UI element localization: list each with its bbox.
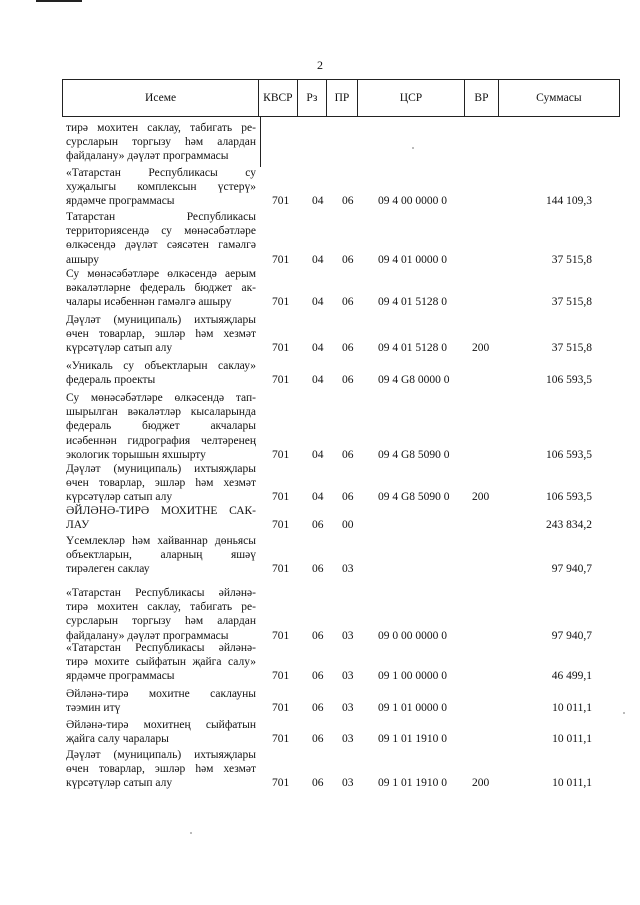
row-name-line: ярдәмче программасы [66,195,175,208]
row-name-line: территориясендә су мөнәсәбәтләре [66,225,256,238]
cell-kvsr: 701 [272,702,290,715]
header-rz: Рз [297,80,327,116]
table-row [62,586,620,643]
cell-pr: 06 [342,296,354,309]
cell-sum: 106 593,5 [546,448,592,461]
cell-rz: 06 [312,733,324,746]
row-name-line: сурсларын торгызу һәм алардан [66,615,256,628]
header-name: Исеме [145,92,177,104]
cell-sum: 97 940,7 [551,563,592,576]
cell-sum: 46 499,1 [551,670,592,683]
cell-csr: 09 4 G8 5090 0 [378,491,450,504]
row-name-line: тирә мохитен саклау, табигать ре- [66,122,256,134]
cell-csr: 09 1 01 0000 0 [378,702,447,715]
cell-csr: 09 1 01 1910 0 [378,777,447,790]
scan-speck [412,147,414,149]
row-name-line: ЛАУ [66,519,90,532]
cell-sum: 10 011,1 [552,702,592,715]
cell-kvsr: 701 [272,519,290,532]
row-name-line: тирәлеген саклау [66,563,150,576]
cell-rz: 04 [312,195,324,208]
scan-speck [190,832,192,834]
cell-rz: 04 [312,448,324,461]
cell-rz: 06 [312,670,324,683]
row-name-line: Үсемлекләр һәм хайваннар дөньясы [66,535,256,547]
row-name-line: Су мөнәсәбәтләре өлкәсендә тап- [66,392,256,404]
cell-sum: 97 940,7 [551,629,592,642]
row-name-line: өчен товарлар, эшләр һәм хезмәт [66,763,256,776]
row-name-line: күрсәтүләр сатып алу [66,342,173,355]
cell-sum: 144 109,3 [546,195,592,208]
table-row [62,313,620,356]
cell-pr: 06 [342,253,354,266]
cell-csr: 09 4 01 5128 0 [378,342,447,355]
row-name-line: шырылган вәкаләтләр кысаларында [66,406,256,419]
cell-pr: 03 [342,702,354,715]
table-row [62,166,620,209]
table-row [62,462,620,505]
cell-sum: 37 515,8 [551,296,592,309]
cell-kvsr: 701 [272,491,290,504]
row-name [66,210,256,267]
header-vr: ВР [464,80,498,116]
row-name [66,166,256,209]
cell-rz: 04 [312,253,324,266]
cell-pr: 06 [342,491,354,504]
row-name [66,687,256,715]
row-name [66,267,256,310]
cell-pr: 06 [342,195,354,208]
cell-pr: 03 [342,563,354,576]
row-name-line: тирә мохитен саклау, табигать ре- [66,601,256,614]
row-name-line: Татарстан Республикасы [66,211,256,223]
top-margin-line [36,0,82,2]
cell-sum: 106 593,5 [546,491,592,504]
table-row [62,267,620,310]
row-name-line: исәбеннән гидрография челтәренең [66,434,256,447]
cell-rz: 06 [312,629,324,642]
cell-kvsr: 701 [272,448,290,461]
cell-rz: 04 [312,374,324,387]
cell-rz: 06 [312,519,324,532]
row-name [66,534,256,577]
page-number: 2 [317,58,323,72]
table-row [62,210,620,267]
row-name-line: «Уникаль су объектларын саклау» [66,360,256,372]
cell-sum: 10 011,1 [552,777,592,790]
cell-pr: 03 [342,670,354,683]
row-name-line: чалары исәбеннән гамәлгә ашыру [66,296,232,309]
header-sum: Суммасы [498,80,619,116]
row-name [66,504,256,532]
row-name-line: «Татарстан Республикасы су [66,167,256,179]
row-name-line: экологик торышын яхшырту [66,448,206,461]
cell-pr: 00 [342,519,354,532]
table-row [62,687,620,715]
table-row [62,391,620,462]
row-name-line: Дәүләт (муниципаль) ихтыяҗлары [66,314,256,326]
header-csr: ЦСР [357,80,464,116]
header-pr: ПР [326,80,357,116]
row-name-line: тирә мохите сыйфатын җайга салу» [66,656,256,669]
cell-csr: 09 0 00 0000 0 [378,629,447,642]
cell-rz: 06 [312,777,324,790]
cell-kvsr: 701 [272,296,290,309]
row-name [66,313,256,356]
row-name [66,641,256,684]
row-name-line: Дәүләт (муниципаль) ихтыяҗлары [66,463,256,475]
row-name [66,586,256,643]
row-name [66,391,256,462]
header-kvsr: КВСР [258,80,296,116]
row-name-line: ашыру [66,253,100,266]
cell-csr: 09 4 01 0000 0 [378,253,447,266]
cell-rz: 06 [312,702,324,715]
cell-kvsr: 701 [272,563,290,576]
cell-kvsr: 701 [272,777,290,790]
cell-csr: 09 4 00 0000 0 [378,195,447,208]
row-name [66,462,256,505]
cell-vr: 200 [472,777,490,790]
table-row [62,718,620,746]
cell-csr: 09 4 01 5128 0 [378,296,447,309]
cell-sum: 10 011,1 [552,733,592,746]
table-row [62,504,620,532]
table-row [62,534,620,577]
table-row [62,359,620,387]
cell-sum: 37 515,8 [551,253,592,266]
row-name-line: Дәүләт (муниципаль) ихтыяҗлары [66,749,256,761]
cell-rz: 04 [312,491,324,504]
table-row [62,641,620,684]
table-header [62,79,620,117]
row-name-line: җайга салу чаралары [66,733,169,746]
row-name [66,748,256,791]
row-name-line: өлкәсендә дәүләт сәясәтен гамәлгә [66,239,256,252]
row-name-line: Әйләнә-тирә мохитнең сыйфатын [66,719,256,731]
cell-csr: 09 4 G8 5090 0 [378,448,450,461]
cell-pr: 03 [342,629,354,642]
cell-pr: 03 [342,777,354,790]
row-name-line: «Татарстан Республикасы әйләнә- [66,642,256,654]
row-name-line: файдалану» дәүләт программасы [66,150,229,163]
table-row [62,748,620,791]
cell-kvsr: 701 [272,733,290,746]
row-name-line: «Татарстан Республикасы әйләнә- [66,587,256,599]
row-name-line: ӘЙЛӘНӘ-ТИРӘ МОХИТНЕ САК- [66,505,256,517]
row-name-line: федераль бюджет акчалары [66,420,256,433]
row-name [66,121,256,164]
row-name-line: файдалану» дәүләт программасы [66,629,229,642]
cell-csr: 09 4 G8 0000 0 [378,374,450,387]
row-name-line: объектларын, аларның яшәү [66,549,256,562]
row-name-line: тәэмин итү [66,702,121,715]
cell-rz: 06 [312,563,324,576]
scan-speck [623,712,625,714]
cell-pr: 06 [342,342,354,355]
cell-kvsr: 701 [272,342,290,355]
cell-sum: 37 515,8 [551,342,592,355]
cell-kvsr: 701 [272,374,290,387]
cell-vr: 200 [472,342,490,355]
row-name-line: хуҗалыгы комплексын үстерү» [66,181,256,194]
cell-kvsr: 701 [272,195,290,208]
cell-pr: 06 [342,448,354,461]
cell-rz: 04 [312,296,324,309]
row-name-line: сурсларын торгызу һәм алардан [66,136,256,149]
row-name-line: күрсәтүләр сатып алу [66,491,173,504]
cell-vr: 200 [472,491,490,504]
cell-rz: 04 [312,342,324,355]
cell-sum: 243 834,2 [546,519,592,532]
cell-kvsr: 701 [272,670,290,683]
cell-pr: 06 [342,374,354,387]
cell-kvsr: 701 [272,253,290,266]
row-name-line: өчен товарлар, эшләр һәм хезмәт [66,328,256,341]
cell-csr: 09 1 00 0000 0 [378,670,447,683]
cell-kvsr: 701 [272,629,290,642]
row-name-line: федераль проекты [66,374,156,387]
row-name [66,359,256,387]
row-name [66,718,256,746]
table-row [62,121,620,164]
cell-csr: 09 1 01 1910 0 [378,733,447,746]
row-name-line: ярдәмче программасы [66,670,175,683]
row-name-line: Әйләнә-тирә мохитне саклауны [66,688,256,700]
cell-pr: 03 [342,733,354,746]
row-name-line: вәкаләтләрне федераль бюджет ак- [66,282,256,295]
cell-sum: 106 593,5 [546,374,592,387]
row-name-line: Су мөнәсәбәтләре өлкәсендә аерым [66,268,256,280]
row-name-line: өчен товарлар, эшләр һәм хезмәт [66,477,256,490]
row-name-line: күрсәтүләр сатып алу [66,777,173,790]
